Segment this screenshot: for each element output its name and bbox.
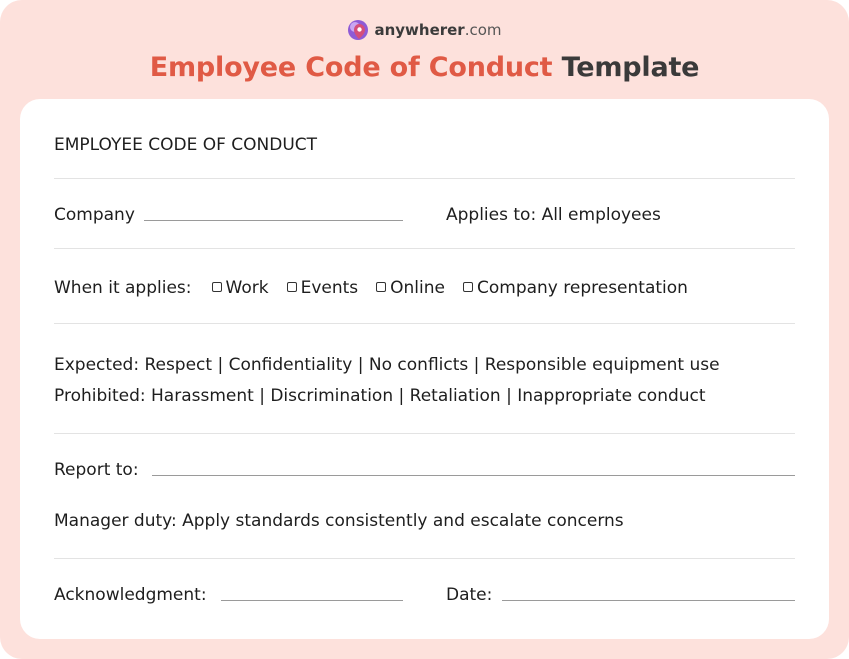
brand-name: [374, 21, 501, 39]
page-title-highlight: Employee Code of Conduct: [149, 52, 553, 83]
checkbox-icon[interactable]: [287, 282, 297, 292]
option-events-label: Events: [300, 278, 359, 298]
brand-header: [0, 19, 849, 41]
divider: [54, 323, 795, 324]
brand-name-suffix: .com: [464, 21, 502, 39]
option-online-label: Online: [390, 278, 445, 298]
applies-to-text: Applies to: All employees: [446, 205, 661, 225]
option-events[interactable]: [287, 278, 359, 298]
divider: [54, 248, 795, 249]
option-work[interactable]: [212, 278, 269, 298]
date-label: Date:: [446, 585, 493, 605]
option-work-label: Work: [225, 278, 269, 298]
divider: [54, 558, 795, 559]
report-to-field-line[interactable]: [152, 475, 795, 476]
when-applies-row: [54, 278, 688, 298]
option-online[interactable]: [376, 278, 445, 298]
checkbox-icon[interactable]: [212, 282, 222, 292]
acknowledgment-label: Acknowledgment:: [54, 585, 207, 605]
acknowledgment-field-line[interactable]: [221, 600, 403, 601]
company-label: Company: [54, 205, 135, 225]
option-company-representation[interactable]: [463, 278, 688, 298]
prohibited-text: Prohibited: Harassment | Discrimination | Retaliation | Inappropriate conduct: [54, 386, 706, 406]
expected-text: Expected: Respect | Confidentiality | No conflicts | Responsible equipment use: [54, 355, 720, 375]
form-card: [20, 99, 829, 639]
divider: [54, 178, 795, 179]
divider: [54, 433, 795, 434]
form-heading: EMPLOYEE CODE OF CONDUCT: [54, 135, 318, 155]
date-field-line[interactable]: [502, 600, 795, 601]
page-title: [0, 52, 849, 83]
report-to-label: Report to:: [54, 460, 139, 480]
when-applies-label: When it applies:: [54, 278, 192, 298]
page-title-rest: Template: [561, 52, 700, 83]
brand-name-bold: anywherer: [374, 21, 465, 39]
checkbox-icon[interactable]: [376, 282, 386, 292]
checkbox-icon[interactable]: [463, 282, 473, 292]
globe-pin-icon: [347, 19, 369, 41]
option-company-representation-label: Company representation: [476, 278, 688, 298]
manager-duty-text: Manager duty: Apply standards consistently and escalate concerns: [54, 511, 624, 531]
company-field-line[interactable]: [144, 220, 403, 221]
